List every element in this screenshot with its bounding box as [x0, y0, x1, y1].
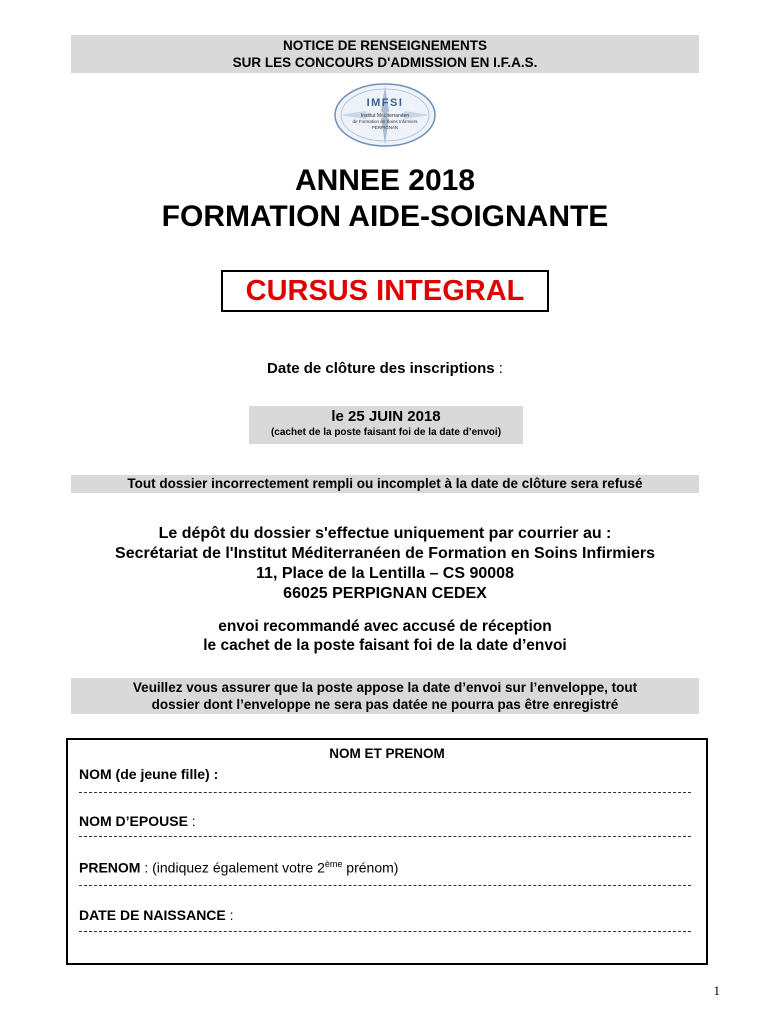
- logo-line-2: de Formation en Soins Infirmiers: [352, 119, 418, 124]
- warning-line-2: dossier dont l’enveloppe ne sera pas datée ne pourra pas être enregistré: [151, 697, 619, 712]
- shipping-line-2: le cachet de la poste faisant foi de la date d’envoi: [203, 637, 567, 654]
- prenom-label: PRENOM: [79, 859, 141, 876]
- header-line-1: NOTICE DE RENSEIGNEMENTS: [282, 38, 488, 53]
- nom-field-line[interactable]: [79, 792, 691, 793]
- closing-label-text: Date de clôture des inscriptions: [267, 360, 495, 377]
- naissance-colon: :: [229, 907, 234, 923]
- epouse-label: NOM D’EPOUSE: [79, 813, 188, 829]
- prenom-hint-pre: : (indiquez également votre 2: [144, 859, 325, 876]
- prenom-hint-sup: ème: [324, 859, 343, 869]
- prenom-field-label: [79, 859, 398, 876]
- address-block: [0, 524, 770, 604]
- imfsi-logo-graphic: [332, 82, 438, 148]
- refuse-notice: Tout dossier incorrectement rempli ou incomplet à la date de clôture sera refusé: [71, 475, 699, 493]
- closing-date-band: [249, 406, 523, 444]
- shipping-instructions: [0, 617, 770, 655]
- naissance-field-label: [79, 907, 234, 923]
- address-intro: Le dépôt du dossier s'effectue uniquement par courrier au :: [158, 525, 612, 542]
- naissance-field-line[interactable]: [79, 931, 691, 932]
- naissance-label: DATE DE NAISSANCE: [79, 907, 226, 923]
- warning-line-1: Veuillez vous assurer que la poste appose la date d’envoi sur l’enveloppe, tout: [132, 680, 638, 695]
- logo-line-1: Institut Méditerranéen: [360, 113, 410, 119]
- header-line-2: SUR LES CONCOURS D'ADMISSION EN I.F.A.S.: [232, 55, 538, 70]
- closing-date-note: (cachet de la poste faisant foi de la date d’envoi): [270, 427, 502, 438]
- prenom-field-line[interactable]: [79, 885, 691, 886]
- identity-form: [66, 738, 708, 965]
- epouse-field-line[interactable]: [79, 836, 691, 837]
- address-city: 66025 PERPIGNAN CEDEX: [283, 585, 487, 602]
- logo-acronym: IMFSI: [366, 97, 404, 109]
- closing-date: le 25 JUIN 2018: [331, 408, 441, 425]
- identity-form-title: NOM ET PRENOM: [329, 746, 445, 761]
- nom-field-label: [79, 766, 218, 782]
- shipping-line-1: envoi recommandé avec accusé de réception: [218, 618, 552, 635]
- closing-label-colon: :: [498, 360, 503, 377]
- epouse-colon: :: [191, 813, 196, 829]
- title-year: ANNEE 2018: [294, 164, 476, 197]
- page-title: [0, 163, 770, 235]
- address-institute: Secrétariat de l'Institut Méditerranéen de Formation en Soins Infirmiers: [115, 545, 655, 562]
- prenom-hint-post: prénom): [342, 859, 399, 876]
- imfsi-logo: [332, 82, 438, 148]
- nom-label: NOM (de jeune fille) :: [79, 766, 219, 782]
- cursus-integral-box: CURSUS INTEGRAL: [221, 270, 549, 312]
- page-number: 1: [713, 983, 720, 998]
- closing-date-label: [0, 360, 770, 377]
- address-street: 11, Place de la Lentilla – CS 90008: [256, 565, 514, 582]
- header-band: [71, 35, 699, 73]
- warning-band: [71, 678, 699, 714]
- epouse-field-label: [79, 813, 196, 829]
- logo-line-3: PERPIGNAN: [371, 125, 399, 130]
- title-formation: FORMATION AIDE-SOIGNANTE: [161, 200, 609, 233]
